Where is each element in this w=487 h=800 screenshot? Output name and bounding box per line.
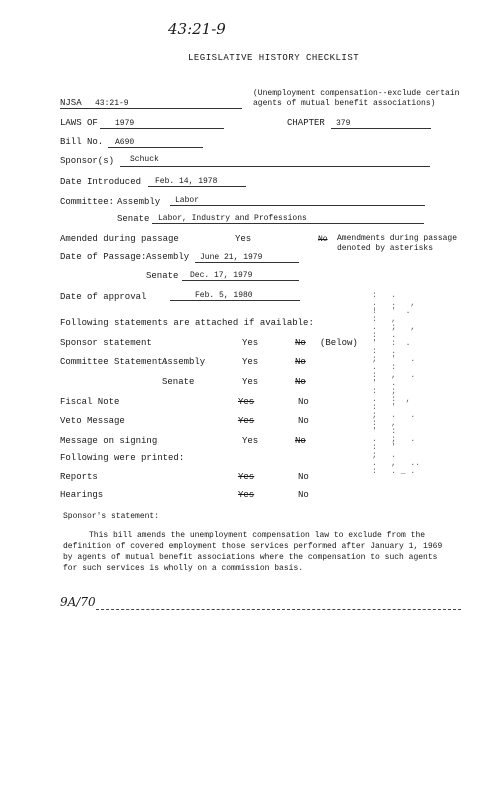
description-line-2: agents of mutual benefit associations) <box>253 99 436 108</box>
printed-intro: Following were printed: <box>60 453 185 463</box>
laws-of-underline <box>100 128 224 129</box>
passage-assembly-label: Assembly <box>146 252 190 262</box>
passage-senate-label: Senate <box>146 271 179 281</box>
approval-underline <box>170 300 300 301</box>
amended-value: Yes <box>235 234 252 244</box>
footer-dashed-line <box>96 609 461 610</box>
footer-initials: 9A/70 <box>60 595 96 609</box>
sponsor-statement-line-4: for such services is wholly on a commission basis. <box>63 564 304 573</box>
committee-senate-label: Senate <box>117 214 150 224</box>
veto-message-yes: Yes <box>238 416 255 426</box>
bill-underline <box>108 147 203 148</box>
fiscal-note-no: No <box>298 397 309 407</box>
sponsor-statement-line-2: definition of covered employment those services performed after January 1, 1969 <box>63 542 443 551</box>
scan-artifacts: : . . . , ! ' . : , . ; , : . ' : . : . ; ' . . : : , . ' . : ; . : , : ' ; . . : , ' : . ; . : ' ; . . , .. : . _ . <box>372 291 421 476</box>
committee-senate-yes: Yes <box>242 377 259 387</box>
amendments-note-line-1: Amendments during passage <box>337 234 458 243</box>
message-on-signing-yes: Yes <box>242 436 259 446</box>
handwritten-statute-number: 43:21-9 <box>168 20 226 38</box>
hearings-label: Hearings <box>60 490 104 500</box>
chapter-underline <box>331 128 431 129</box>
description-line-1: (Unemployment compensation--exclude certain <box>253 89 460 98</box>
chapter-value: 379 <box>336 119 351 128</box>
chapter-label: CHAPTER <box>287 118 325 128</box>
sponsor-underline <box>120 166 430 167</box>
committee-statement-label: Committee Statement: <box>60 357 169 367</box>
veto-message-label: Veto Message <box>60 416 125 426</box>
committee-senate-no: No <box>295 377 306 387</box>
passage-senate-value: Dec. 17, 1979 <box>190 271 253 280</box>
sponsor-label: Sponsor(s) <box>60 156 115 166</box>
sponsor-statement-note: (Below) <box>320 338 358 348</box>
committee-assembly-yes: Yes <box>242 357 259 367</box>
bill-value: A690 <box>115 138 135 147</box>
message-on-signing-no: No <box>295 436 306 446</box>
njsa-label: NJSA <box>60 98 82 108</box>
sponsor-statement-yes: Yes <box>242 338 259 348</box>
page-title: LEGISLATIVE HISTORY CHECKLIST <box>188 53 360 63</box>
sponsor-statement-line-3: by agents of mutual benefit associations where the compensation to such agents <box>63 553 438 562</box>
fiscal-note-label: Fiscal Note <box>60 397 120 407</box>
laws-of-label: LAWS OF <box>60 118 98 128</box>
passage-assembly-value: June 21, 1979 <box>200 253 263 262</box>
committee-assembly-value: Labor <box>175 196 200 205</box>
passage-assembly-underline <box>195 262 299 263</box>
veto-message-no: No <box>298 416 309 426</box>
approval-label: Date of approval <box>60 292 147 302</box>
approval-value: Feb. 5, 1980 <box>195 291 253 300</box>
date-introduced-label: Date Introduced <box>60 177 142 187</box>
amended-no-mark: No <box>318 235 328 244</box>
hearings-no: No <box>298 490 309 500</box>
committee-statement-assembly: Assembly <box>162 357 206 367</box>
sponsor-value: Schuck <box>130 155 159 164</box>
reports-label: Reports <box>60 472 98 482</box>
committee-senate-value: Labor, Industry and Professions <box>158 214 307 223</box>
committee-assembly-underline <box>170 205 425 206</box>
sponsor-statement-line-1: This bill amends the unemployment compensation law to exclude from the <box>89 531 426 540</box>
njsa-underline <box>60 108 242 109</box>
passage-senate-underline <box>182 280 299 281</box>
sponsor-statement-no: No <box>295 338 306 348</box>
statements-intro: Following statements are attached if available: <box>60 318 314 328</box>
committee-label: Committee: <box>60 197 115 207</box>
reports-no: No <box>298 472 309 482</box>
passage-label: Date of Passage: <box>60 252 147 262</box>
sponsor-statement-label: Sponsor statement <box>60 338 152 348</box>
bill-label: Bill No. <box>60 137 104 147</box>
committee-statement-senate: Senate <box>162 377 195 387</box>
hearings-yes: Yes <box>238 490 255 500</box>
date-introduced-value: Feb. 14, 1978 <box>155 177 218 186</box>
reports-yes: Yes <box>238 472 255 482</box>
sponsor-statement-heading: Sponsor's statement: <box>63 512 160 521</box>
amendments-note-line-2: denoted by asterisks <box>337 244 434 253</box>
laws-of-value: 1979 <box>115 119 135 128</box>
message-on-signing-label: Message on signing <box>60 436 158 446</box>
njsa-value: 43:21-9 <box>95 99 129 108</box>
committee-senate-underline <box>152 223 424 224</box>
committee-assembly-no: No <box>295 357 306 367</box>
date-introduced-underline <box>148 186 246 187</box>
committee-assembly-label: Assembly <box>117 197 161 207</box>
amended-label: Amended during passage <box>60 234 179 244</box>
fiscal-note-yes: Yes <box>238 397 255 407</box>
